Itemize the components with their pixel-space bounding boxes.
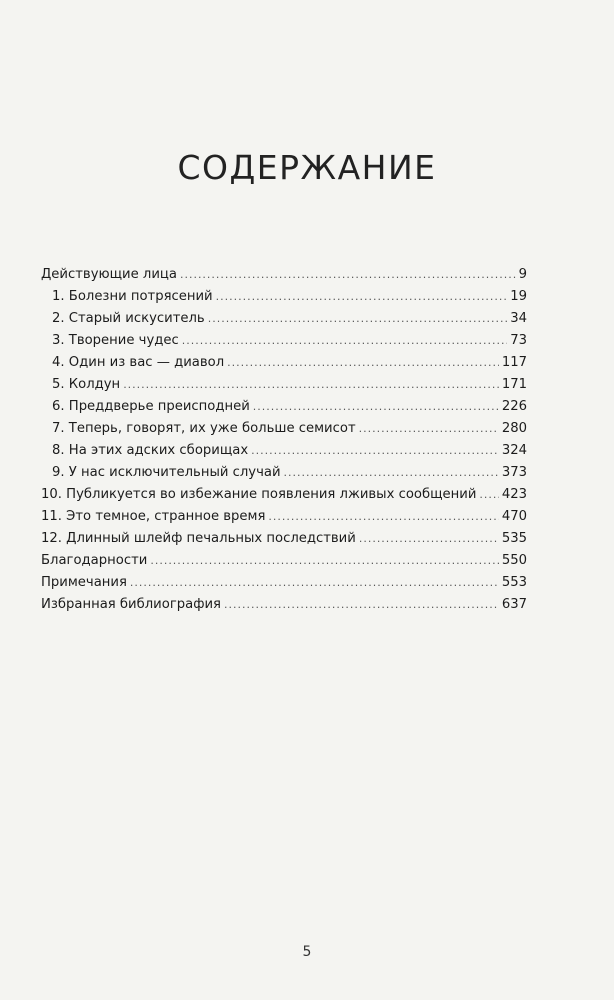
toc-entry-page: 637 bbox=[501, 597, 527, 612]
toc-entry-page: 19 bbox=[510, 289, 527, 304]
toc-entry-notes bbox=[41, 572, 527, 594]
toc-entry-page: 324 bbox=[501, 443, 527, 458]
toc-entry-chapter-7 bbox=[41, 418, 527, 440]
dot-leader bbox=[359, 418, 499, 440]
toc-entry-label: 5. Колдун bbox=[52, 377, 121, 392]
toc-entry-chapter-6 bbox=[41, 396, 527, 418]
toc-entry-label: 1. Болезни потрясений bbox=[52, 289, 213, 304]
toc-entry-page: 550 bbox=[501, 553, 527, 568]
dot-leader bbox=[479, 484, 498, 506]
toc-entry-chapter-2 bbox=[41, 308, 527, 330]
toc-entry-chapter-5 bbox=[41, 374, 527, 396]
toc-entry-page: 73 bbox=[510, 333, 527, 348]
toc-entry-page: 470 bbox=[501, 509, 527, 524]
table-of-contents bbox=[41, 264, 527, 616]
toc-entry-label: 7. Теперь, говорят, их уже больше семисот bbox=[52, 421, 356, 436]
toc-entry-bibliography bbox=[41, 594, 527, 616]
dot-leader bbox=[216, 286, 508, 308]
toc-entry-label: Благодарности bbox=[41, 553, 148, 568]
toc-entry-page: 9 bbox=[518, 267, 527, 282]
toc-entry-chapter-9 bbox=[41, 462, 527, 484]
dot-leader bbox=[130, 572, 499, 594]
toc-entry-label: 4. Один из вас — диавол bbox=[52, 355, 225, 370]
toc-entry-chapter-1 bbox=[41, 286, 527, 308]
toc-entry-chapter-4 bbox=[41, 352, 527, 374]
dot-leader bbox=[227, 352, 499, 374]
dot-leader bbox=[251, 440, 499, 462]
toc-entry-label: 6. Преддверье преисподней bbox=[52, 399, 250, 414]
toc-entry-label: Действующие лица bbox=[41, 267, 177, 282]
toc-entry-page: 226 bbox=[501, 399, 527, 414]
toc-entry-chapter-3 bbox=[41, 330, 527, 352]
dot-leader bbox=[284, 462, 499, 484]
dot-leader bbox=[253, 396, 499, 418]
page-title: СОДЕРЖАНИЕ bbox=[177, 148, 437, 187]
toc-entry-page: 171 bbox=[501, 377, 527, 392]
dot-leader bbox=[182, 330, 507, 352]
toc-entry-acknowledgements bbox=[41, 550, 527, 572]
toc-entry-label: Примечания bbox=[41, 575, 127, 590]
toc-entry-label: 9. У нас исключительный случай bbox=[52, 465, 281, 480]
toc-entry-page: 423 bbox=[501, 487, 527, 502]
dot-leader bbox=[359, 528, 499, 550]
toc-entry-chapter-10 bbox=[41, 484, 527, 506]
toc-entry-label: Избранная библиография bbox=[41, 597, 221, 612]
toc-entry-page: 373 bbox=[501, 465, 527, 480]
dot-leader bbox=[268, 506, 498, 528]
toc-entry-label: 8. На этих адских сборищах bbox=[52, 443, 249, 458]
toc-entry-page: 553 bbox=[501, 575, 527, 590]
toc-entry-page: 34 bbox=[510, 311, 527, 326]
toc-entry-label: 3. Творение чудес bbox=[52, 333, 179, 348]
toc-entry-label: 11. Это темное, странное время bbox=[41, 509, 266, 524]
toc-entry-label: 2. Старый искуситель bbox=[52, 311, 205, 326]
dot-leader bbox=[180, 264, 516, 286]
page-number: 5 bbox=[302, 944, 312, 960]
toc-entry-page: 535 bbox=[501, 531, 527, 546]
toc-entry-chapter-12 bbox=[41, 528, 527, 550]
toc-entry-chapter-11 bbox=[41, 506, 527, 528]
toc-entry-characters bbox=[41, 264, 527, 286]
toc-entry-label: 12. Длинный шлейф печальных последствий bbox=[41, 531, 356, 546]
toc-entry-chapter-8 bbox=[41, 440, 527, 462]
dot-leader bbox=[224, 594, 499, 616]
toc-entry-label: 10. Публикуется во избежание появления лживых сообщений bbox=[41, 487, 477, 502]
toc-entry-page: 117 bbox=[501, 355, 527, 370]
toc-entry-page: 280 bbox=[501, 421, 527, 436]
dot-leader bbox=[123, 374, 499, 396]
dot-leader bbox=[208, 308, 508, 330]
dot-leader bbox=[150, 550, 499, 572]
